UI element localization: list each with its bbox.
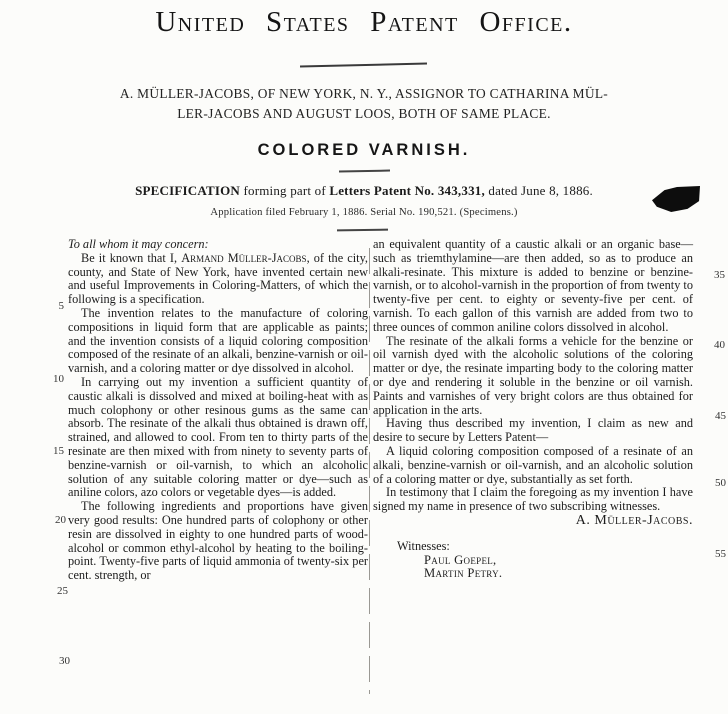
witnesses-label: Witnesses:: [397, 538, 450, 553]
line-number-45: 45: [715, 410, 726, 422]
salutation: To all whom it may concern:: [68, 237, 209, 251]
paragraph-claim: A liquid coloring composition composed of a resinate of an alkali, benzine-varnish or oil-varnish, and an alcoholic solution of a coloring matter or dye, substantially as set forth.: [373, 443, 693, 486]
patent-number: Letters Patent No. 343,331,: [329, 183, 485, 198]
paragraph-oath: [68, 252, 368, 307]
line-number-5: 5: [58, 300, 64, 312]
assignor-statement: [60, 84, 668, 124]
paragraph-testimony: In testimony that I claim the foregoing as my invention I have signed my name in presence of two subscribing witnesses.: [373, 485, 693, 514]
line-number-25: 25: [57, 585, 68, 597]
line-number-55: 55: [715, 548, 726, 560]
specification-mid-text: forming part of: [240, 183, 330, 198]
header-divider-rule: [300, 63, 427, 68]
page-title: United States Patent Office.: [155, 6, 573, 38]
specification-line: [0, 183, 728, 199]
oath-pre: Be it known that I,: [81, 250, 182, 265]
inventor-signature: A. Müller-Jacobs.: [575, 512, 693, 528]
paragraph-resinate-vehicle: The resinate of the alkali forms a vehicle for the benzine or oil varnish dyed with the alcoholic solutions of the coloring matter or dye, the resinate imparting body to the coloring matter or dye and rendering it soluble in the benzine or oil varnish. Paints and varnishes of very bright colors are thus obtained for application in the arts.: [373, 333, 693, 417]
line-number-20: 20: [55, 514, 66, 526]
patent-date: dated June 8, 1886.: [484, 183, 593, 198]
right-column: [373, 238, 693, 581]
paragraph-invention-relates: The invention relates to the manufacture of coloring compositions in liquid form that are applicable as paints; and the invention consists of a liquid coloring composition composed of the resinate of an alkali, benzine-varnish or oil-varnish, and a coloring matter or dye dissolved in alcohol.: [68, 305, 368, 376]
assignor-line-2: LER-JACOBS AND AUGUST LOOS, BOTH OF SAME PLACE.: [177, 106, 551, 121]
assignor-line-1: A. MÜLLER-JACOBS, OF NEW YORK, N. Y., ASSIGNOR TO CATHARINA MÜL-: [119, 86, 609, 101]
line-number-40: 40: [714, 339, 725, 351]
oath-post: , of the city, county, and State of New York, have invented certain new and useful Improvements in Coloring-Matters, of which the following is a specification.: [68, 250, 369, 307]
line-number-50: 50: [715, 477, 726, 489]
paragraph-carrying-out: In carrying out my invention a sufficient quantity of caustic alkali is dissolved and mixed at boiling-heat with as much colophony or other resinous gums as the same can absorb. The resinate of the alkali thus obtained is drawn off, strained, and allowed to cool. From ten to thirty parts of the resinate are then mixed with from ninety to seventy parts of benzine-varnish or oil-varnish, to which an alcoholic solution of any suitable coloring matter or dye—such as aniline colors, azo colors or vegetable dyes—is added.: [68, 374, 368, 500]
witness-name-2: Martin Petry.: [424, 566, 503, 581]
column-divider-rule: [369, 248, 370, 694]
invention-title: COLORED VARNISH.: [257, 141, 471, 159]
witness-name-1: Paul Goepel,: [424, 552, 497, 567]
inventor-name: Armand Müller-Jacobs: [181, 250, 307, 265]
left-column: [68, 238, 368, 583]
title-divider-rule: [339, 170, 390, 173]
line-number-30: 30: [59, 655, 70, 667]
line-number-35: 35: [714, 269, 725, 281]
specification-label: SPECIFICATION: [135, 183, 241, 198]
paragraph-claim-intro: Having thus described my invention, I claim as new and desire to secure by Letters Patent—: [373, 416, 693, 445]
paragraph-ingredients: The following ingredients and proportions have given very good results: One hundred parts of colophony or other resin are dissolved in eighty to one hundred parts of wood-alcohol or common ethyl-alcohol by heating to the boiling-point. Twenty-five parts of liquid ammonia of twenty-six per cent. strength, or: [68, 499, 368, 583]
witnesses-block: [373, 540, 693, 581]
line-number-15: 15: [53, 445, 64, 457]
line-number-10: 10: [53, 373, 64, 385]
application-line: Application filed February 1, 1886. Serial No. 190,521. (Specimens.): [210, 207, 518, 218]
paragraph-ingredients-continued: an equivalent quantity of a caustic alkali or an organic base—such as triemthylamine—are then added, so as to produce an alkali-resinate. This mixture is added to benzine or benzine-varnish, or to alcohol-varnish in the proportion of from twenty to twenty-five per cent. to eighty or seventy-five per cent. of varnish. To each gallon of this varnish are added from two to three ounces of common aniline colors dissolved in alcohol.: [373, 237, 693, 334]
specification-divider-rule: [337, 229, 388, 232]
